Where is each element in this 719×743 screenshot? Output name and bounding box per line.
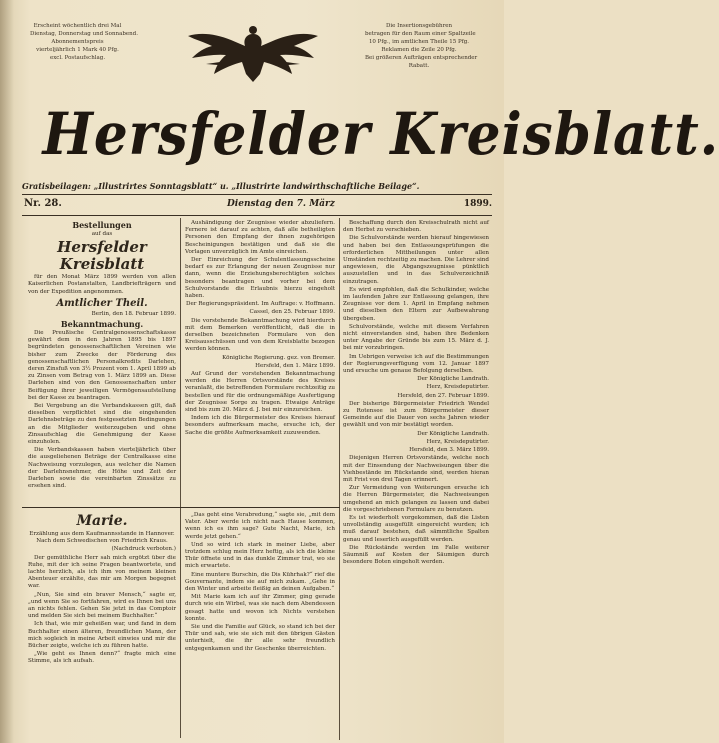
paragraph: Die Preußische Centralgenossenschaftskasse gewährt dem in den Jahren 1895 bis 1897 begründeten genossenschaftlichen Vereinen wie bisher zum Zwecke der Förderung des genossenschaftlichen Personalkredits Darlehen, deren Zinsfuß von 3½ Prozent vom 1. April 1899 ab zu Zinsen vom Betrag von 1. März 1899 an. Diese Darlehen sind von den Genossenschaften unter Beifügung ihrer jeweiligen Vermögensaufstellung bei der Kasse zu beantragen. — [28, 330, 176, 401]
announcement-heading: Bekanntmachung. — [60, 319, 144, 330]
paragraph: Es ist wiederholt vorgekommen, daß die Listen unvollständig ausgefüllt eingereicht wurden; ich muß darauf bestehen, daß sämmtliche Spalten genau und leserlich ausgefüllt werden. — [343, 514, 489, 543]
subscription-heading: Bestellungen — [72, 220, 132, 230]
box-line: Reklamen die Zeile 20 Pfg. — [381, 47, 457, 53]
issue-info-bar — [22, 196, 492, 214]
paragraph: Es wird empfohlen, daß die Schulkinder, welche im laufenden Jahre zur Entlassung gelangen, ihre Zeugnisse vor dem 1. April in Empfang nehmen und dieselben den Eltern zur Aufbewahrung übergeben. — [343, 286, 489, 322]
dateline: Cassel, den 25. Februar 1899. — [249, 309, 335, 316]
paragraph: Die Rückstände werden im Falle weiterer Säumniß auf Kosten der Säumigen durch besondere Boten eingeholt werden. — [343, 544, 489, 566]
paragraph: Bei Vergebung an die Verbandskassen gilt, daß dieselben verpflichtet sind die eingehenden Darlehnsbeträge zu den festgesetzten Bedingungen an die Mitglieder weiterzugeben und ohne Zinsaufschlag die Genehmigung der Kasse einzuholen. — [28, 403, 176, 446]
eagle-emblem-icon — [186, 24, 320, 86]
column-2 — [185, 220, 335, 505]
paragraph: Eine muntere Burschin, die Dis Kührhak?“ rief die Gouvernante, indem sie auf mich zukam. „Gehe in den Winter und arbeite fleißig an deinen Aufgaben.“ — [185, 571, 335, 593]
advertising-rates-box — [365, 22, 478, 70]
paragraph: Ich that, wie mir geheißen war, und fand in dem Buchhalter einen älteren, freundlichen Mann, der mich sogleich in meine Arbeit einwies und mir die Bücher zeigte, welche ich zu führen hatte. — [28, 621, 176, 650]
paragraph: „Wie geht es Ihnen denn?“ fragte mich eine Stimme, als ich aufsah. — [28, 651, 176, 665]
box-line: Dienstag, Donnerstag und Sonnabend. — [30, 31, 138, 37]
feuilleton-column-1 — [28, 512, 176, 737]
story-title: Marie. — [76, 513, 128, 529]
paragraph: Auf Grund der vorstehenden Bekanntmachung werden die Herren Ortsvorstände des Kreises veranlaßt, die betreffenden Formulare rechtzeitig zu bestellen und für die ordnungsmäßige Ausfertigung der Zeugnisse Sorge zu tragen. Etwaige Anträge sind bis zum 20. März d. J. bei mir einzureichen. — [185, 371, 335, 414]
feuilleton-divider — [22, 507, 340, 508]
paragraph: Der gemüthliche Herr sah mich ergötzt über die Ruhe, mit der ich seine Fragen beantwortete, und lachte herzlich, als ich ihm von meinem kleinen Abenteuer erzählte, das mir am Morgen begegnet war. — [28, 554, 176, 590]
box-line: Abonnementspreis — [51, 39, 104, 45]
section-heading: Amtlicher Theil. — [56, 297, 148, 309]
paragraph: Indem ich die Bürgermeister des Kreises hierauf besonders aufmerksam mache, ersuche ich, der Sache die größte Aufmerksamkeit zuzuwenden. — [185, 415, 335, 436]
box-line: Die Insertionsgebühren — [385, 23, 453, 29]
paragraph: Beschaffung durch den Kreisschulrath nicht auf den Herbst zu verschieben. — [343, 220, 489, 234]
box-line: Erscheint wöchentlich drei Mal — [33, 23, 122, 29]
signature: Der Königliche Landrath. — [417, 376, 489, 383]
paragraph: Die Verbandskassen haben vierteljährlich über die ausgeliehenen Beträge der Centralkasse eine Nachweisung vorzulegen, aus welcher die Namen der Darlehnsnehmer, die Höhe und Zeit der Darlehen sowie die vereinbarten Zinssätze zu ersehen sind. — [28, 447, 176, 490]
dateline: Hersfeld, den 3. März 1899. — [409, 447, 489, 454]
box-line: betragen für den Raum einer Spaltzeile — [365, 31, 476, 37]
box-line: 10 Pfg., im amtlichen Theile 15 Pfg. — [368, 39, 470, 45]
issue-year: 1899. — [463, 199, 492, 209]
column-divider — [339, 218, 340, 740]
divider — [22, 194, 492, 195]
paragraph: Diejenigen Herren Ortsvorstände, welche noch mit der Einsendung der Nachweisungen über die Viehbestände im Rückstande sind, werden hieran mit Frist von drei Tagen erinnert. — [343, 455, 489, 483]
column-divider — [180, 218, 181, 738]
newspaper-title: Hersfelder Kreisblatt. — [42, 100, 719, 168]
dateline: Berlin, den 18. Februar 1899. — [91, 310, 176, 317]
column-3 — [343, 220, 489, 732]
paragraph: Schulvorstände, welche mit diesem Verfahren nicht einverstanden sind, haben ihre Bedenken unter Angabe der Gründe bis zum 15. März d. J. bei mir vorzubringen. — [343, 323, 489, 352]
paragraph: Zur Vermeidung von Weiterungen ersuche ich die Herren Bürgermeister, die Nachweisungen umgehend an mich gelangen zu lassen und dabei die vorgeschriebenen Formulare zu benutzen. — [343, 485, 489, 513]
story-subtitle: Erzählung aus dem Kaufmannsstande in Hannover. Nach dem Schwedischen von Friedrich Kraus. — [29, 531, 175, 545]
paragraph: Aushändigung der Zeugnisse wieder abzuliefern. Fernere ist darauf zu achten, daß alle betheiligten Personen den Empfang der ihnen zugehörigen Bescheinigungen bestätigen und daß sie die Vorlagen unverzüglich im Amte einreichen. — [185, 220, 335, 255]
paragraph: Der Einreichung der Schulentlassungsscheine bedarf es zur Erlangung der neuen Zeugnisse nur dann, wenn die Erziehungsberechtigten solches besonders beantragen und vorher bei dem Schulvorstande die Erlaubnis hierzu eingeholt haben. — [185, 257, 335, 300]
subscription-text: für den Monat März 1899 werden von allen Kaiserlichen Postanstalten, Landbriefträgern und von der Expedition angenommen. — [28, 274, 176, 295]
subscription-paper-name: Hersfelder Kreisblatt — [57, 238, 147, 274]
column-1 — [28, 220, 176, 505]
paragraph: Im Uebrigen verweise ich auf die Bestimmungen der Regierungsverfügung vom 12. Januar 1897 und ersuche um genaue Befolgung derselben. — [343, 353, 489, 375]
paragraph: Sie und die Familie auf Glück, so stand ich bei der Thür und sah, wie sie sich mit den übrigen Gästen unterhielt, die ihr alle sehr freundlich entgegenkamen und ihr Geschenke überreichten. — [185, 624, 335, 652]
paragraph: Die vorstehende Bekanntmachung wird hierdurch mit dem Bemerken veröffentlicht, daß die in derselben bezeichneten Formulare von den Kreisausschüssen und von dem Kreisblatte bezogen werden können. — [185, 317, 335, 353]
signature: Der Regierungspräsident. Im Auftrage: v. Hoffmann. — [185, 301, 335, 308]
box-line: vierteljährlich 1 Mark 40 Pfg. — [36, 47, 119, 53]
dateline: Hersfeld, den 1. März 1899. — [255, 362, 335, 369]
dateline: Hersfeld, den 27. Februar 1899. — [397, 392, 489, 399]
divider — [22, 215, 492, 216]
box-line: Rabatt. — [408, 63, 430, 69]
paragraph: Und so wird ich stark in meiner Liebe, aber trotzdem schlug mein Herz heftig, als ich die kleine Thür öffnete und in das dunkle Zimmer trat, wo sie mich erwartete. — [185, 541, 335, 570]
page-fold-shadow — [0, 0, 14, 743]
subscription-info-box — [30, 22, 138, 62]
subscription-subheading: auf das — [91, 231, 113, 237]
issue-number: Nr. 28. — [24, 198, 62, 209]
paragraph: Die Schulvorstände werden hierauf hingewiesen und haben bei den Entlassungsprüfungen die erforderlichen Mittheilungen unter allen Umständen rechtzeitig zu machen. Die Lehrer sind angewiesen, die Abgangszeugnisse pünktlich auszustellen und in das Schulverzeichniß einzutragen. — [343, 235, 489, 285]
signature: Königliche Regierung. gez. von Bremer. — [222, 354, 335, 361]
story-note: (Nachdruck verboten.) — [111, 546, 176, 553]
paragraph: „Nun, Sie sind ein braver Mensch,“ sagte er, „und wenn Sie so fortfahren, wird es Ihnen bei uns an nichts fehlen. Gehen Sie jetzt in das Comptoir und melden Sie sich bei meinem Buchhalter.“ — [28, 591, 176, 620]
paragraph: Der bisherige Bürgermeister Friedrich Wendel zu Rotensee ist zum Bürgermeister dieser Gemeinde auf die Dauer von sechs Jahren wieder gewählt und von mir bestätigt worden. — [343, 400, 489, 429]
signature: Der Königliche Landrath. — [417, 430, 489, 437]
box-line: excl. Postaufschlag. — [49, 55, 106, 61]
supplements-line: Gratisbeilagen: „Illustrirtes Sonntagsblatt“ u. „Illustrirte landwirthschaftliche Beilage“. — [22, 181, 420, 191]
signature: Herz, Kreisdeputirter. — [426, 438, 489, 445]
box-line: Bei größeren Aufträgen entsprechender — [365, 55, 478, 61]
feuilleton-column-2 — [185, 512, 335, 737]
paragraph: „Das geht eine Verabredung,“ sagte sie, „mit dem Vater. Aber werde ich nicht nach Hause kommen, wenn ich es ihm sage? Gute Nacht, Marie, ich werde jetzt gehen.“ — [185, 512, 335, 540]
paragraph: Mit Marie kam ich auf ihr Zimmer, ging gerade durch wie ein Wirbel, was sie nach dem Abendessen gesagt hatte und wovon ich Nichts verstehen konnte. — [185, 594, 335, 622]
issue-date: Dienstag den 7. März — [227, 199, 335, 209]
signature: Herz, Kreisdeputirter. — [426, 384, 489, 391]
